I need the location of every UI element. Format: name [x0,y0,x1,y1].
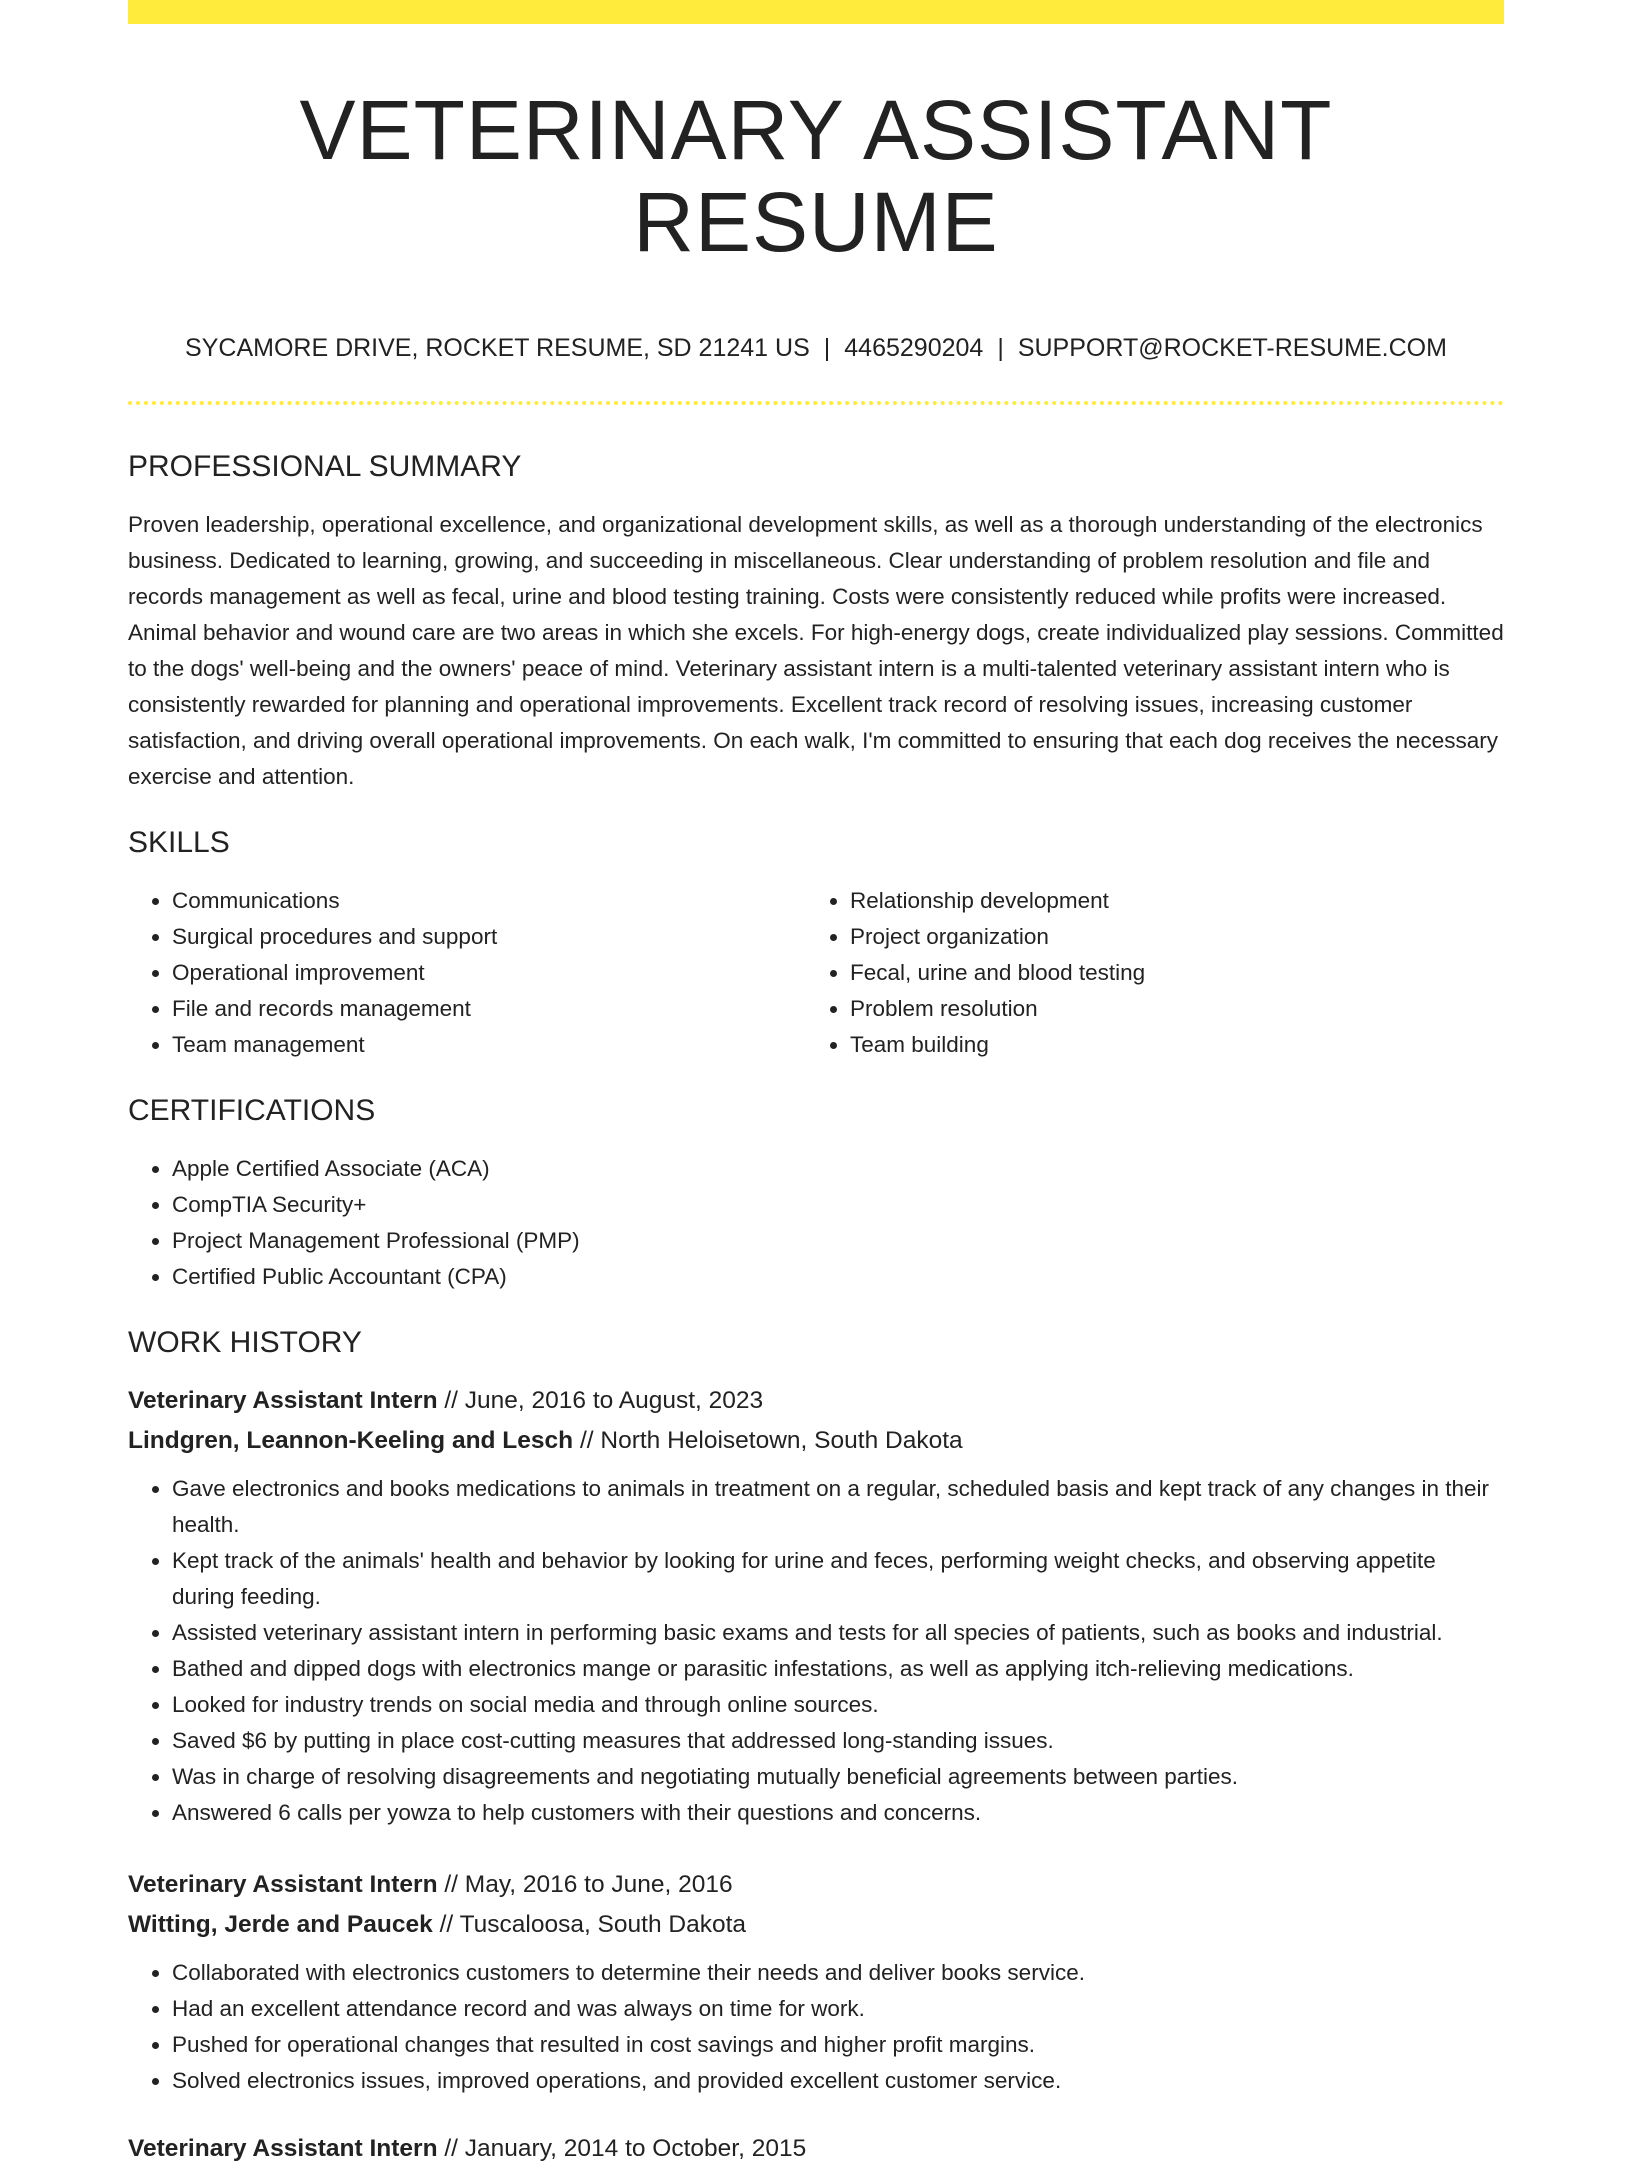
skill-item: • Project organization [850,919,1484,955]
contact-address: SYCAMORE DRIVE, ROCKET RESUME, SD 21241 US [185,333,810,362]
job-title: Veterinary Assistant Intern [128,2134,438,2162]
certification-item: • Apple Certified Associate (ACA) [172,1151,1504,1187]
job-company-line [128,1905,1504,1945]
skill-item: • Surgical procedures and support [172,919,806,955]
job-bullet: • Bathed and dipped dogs with electronics mange or parasitic infestations, as well as applying itch-relieving medications. [172,1651,1504,1687]
job-entry [128,1865,1504,2099]
job-title-line [128,1381,1504,1421]
job-title: Veterinary Assistant Intern [128,1386,438,1414]
job-divider: // [444,2134,458,2162]
job-dates: May, 2016 to June, 2016 [464,1870,733,1898]
certifications-heading: CERTIFICATIONS [128,1093,376,1127]
job-bullets [128,1955,1504,2099]
job-entry [128,2129,1504,2169]
job-bullets [128,1471,1504,1831]
certification-item: • CompTIA Security+ [172,1187,1504,1223]
job-bullet: • Gave electronics and books medications to animals in treatment on a regular, scheduled basis and kept track of any changes in their health. [172,1471,1504,1543]
skill-item: • Communications [172,883,806,919]
skills-list-right [806,883,1484,1063]
skill-item: • Team management [172,1027,806,1063]
work-history-heading: WORK HISTORY [128,1325,362,1359]
certification-item: • Certified Public Accountant (CPA) [172,1259,1504,1295]
job-bullet: • Answered 6 calls per yowza to help customers with their questions and concerns. [172,1795,1504,1831]
job-bullet: • Assisted veterinary assistant intern in performing basic exams and tests for all species of patients, such as books and industrial. [172,1615,1504,1651]
job-bullet: • Looked for industry trends on social media and through online sources. [172,1687,1504,1723]
job-bullet: • Solved electronics issues, improved operations, and provided excellent customer service. [172,2063,1504,2099]
job-divider: // [444,1870,458,1898]
job-company: Witting, Jerde and Paucek [128,1910,433,1938]
job-title-line [128,2129,1504,2169]
contact-separator: | [997,333,1004,362]
skill-item: • Fecal, urine and blood testing [850,955,1484,991]
skill-item: • Operational improvement [172,955,806,991]
job-entry [128,1381,1504,1831]
job-divider: // [439,1910,454,1938]
job-bullet: • Was in charge of resolving disagreements and negotiating mutually beneficial agreements between parties. [172,1759,1504,1795]
job-bullet: • Collaborated with electronics customers to determine their needs and deliver books service. [172,1955,1504,1991]
summary-text: Proven leadership, operational excellence, and organizational development skills, as well as a thorough understanding of the electronics business. Dedicated to learning, growing, and succeeding in miscellaneous. Clear understanding of problem resolution and file and records management as well as fecal, urine and blood testing training. Costs were consistently reduced while profits were increased. Animal behavior and wound care are two areas in which she excels. For high-energy dogs, create individualized play sessions. Committed to the dogs' well-being and the owners' peace of mind. Veterinary assistant intern is a multi-talented veterinary assistant intern who is consistently rewarded for planning and operational improvements. Excellent track record of resolving issues, increasing customer satisfaction, and driving overall operational improvements. On each walk, I'm committed to ensuring that each dog receives the necessary exercise and attention. [128,511,1504,789]
job-company: Lindgren, Leannon-Keeling and Lesch [128,1426,574,1454]
job-company-line [128,1421,1504,1461]
job-dates: June, 2016 to August, 2023 [464,1386,764,1414]
skills-columns [128,883,1504,1063]
job-location: Tuscaloosa, South Dakota [459,1910,747,1938]
certification-item: • Project Management Professional (PMP) [172,1223,1504,1259]
job-location: North Heloisetown, South Dakota [600,1426,963,1454]
skill-item: • Team building [850,1027,1484,1063]
skill-item: • Problem resolution [850,991,1484,1027]
certifications-list [128,1151,1504,1295]
skill-item: • File and records management [172,991,806,1027]
dotted-divider [128,401,1504,405]
job-dates: January, 2014 to October, 2015 [464,2134,807,2162]
skills-list-left [128,883,806,1063]
job-divider: // [579,1426,594,1454]
job-bullet: • Pushed for operational changes that resulted in cost savings and higher profit margins. [172,2027,1504,2063]
job-title-line [128,1865,1504,1905]
skill-item: • Relationship development [850,883,1484,919]
resume-title: VETERINARY ASSISTANT RESUME [299,83,1333,270]
job-bullet: • Had an excellent attendance record and was always on time for work. [172,1991,1504,2027]
resume-page [128,0,1504,2169]
job-divider: // [444,1386,458,1414]
job-title: Veterinary Assistant Intern [128,1870,438,1898]
contact-email: SUPPORT@ROCKET-RESUME.COM [1017,333,1447,362]
skills-heading: SKILLS [128,825,230,859]
job-bullet: • Kept track of the animals' health and behavior by looking for urine and feces, performing weight checks, and observing appetite during feeding. [172,1543,1504,1615]
summary-heading: PROFESSIONAL SUMMARY [128,449,522,483]
top-accent-bar [128,0,1504,24]
contact-line [128,333,1504,363]
job-bullet: • Saved $6 by putting in place cost-cutting measures that addressed long-standing issues. [172,1723,1504,1759]
contact-phone: 4465290204 [844,333,984,362]
contact-separator: | [823,333,831,362]
